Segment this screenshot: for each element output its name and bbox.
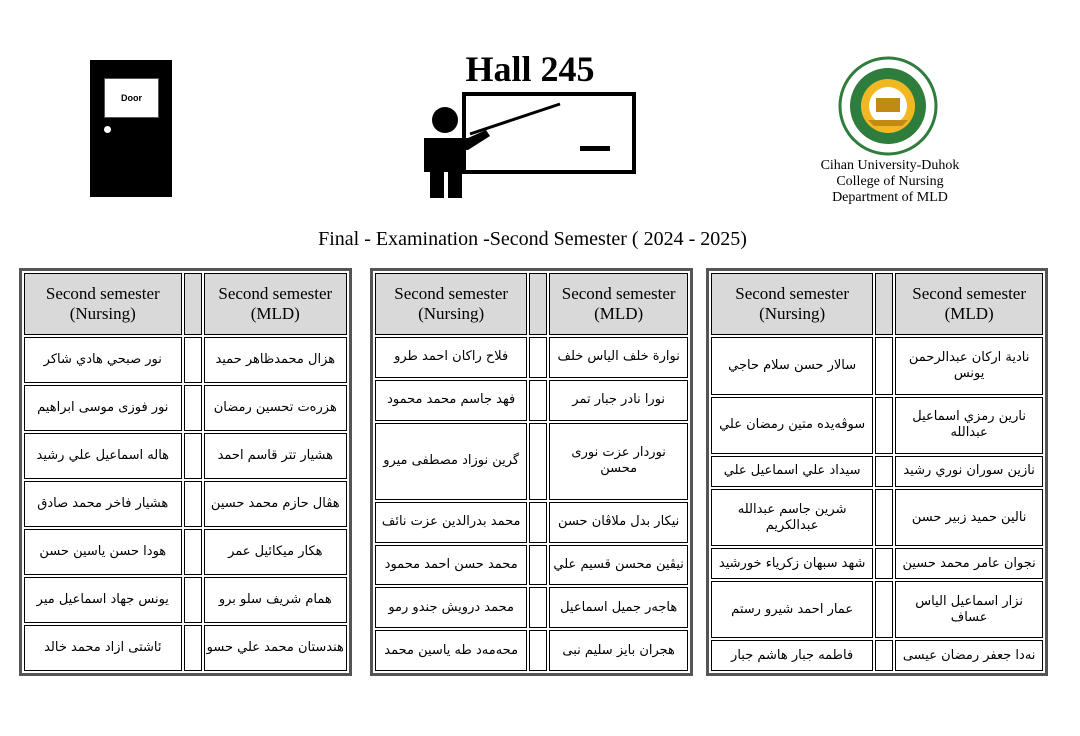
table-row: [24, 529, 347, 575]
table-row: [375, 545, 688, 586]
door-sign: Door: [104, 78, 159, 118]
nursing-student: نور صبحي هادي شاكر: [24, 337, 182, 383]
divider-cell: [529, 587, 547, 628]
nursing-student: سيداد علي اسماعيل علي: [711, 456, 873, 487]
table-row: [711, 489, 1043, 547]
divider-cell: [875, 489, 893, 547]
divider-cell: [184, 385, 202, 431]
divider-cell: [184, 337, 202, 383]
nursing-student: فهد جاسم محمد محمود: [375, 380, 527, 421]
exam-title: Final - Examination -Second Semester ( 2024 - 2025): [318, 228, 747, 250]
mld-student: هزرەت تحسين رمضان: [204, 385, 347, 431]
seating-table: [709, 271, 1045, 673]
divider-cell: [529, 545, 547, 586]
mld-student: هكار ميكائيل عمر: [204, 529, 347, 575]
divider-cell: [184, 625, 202, 671]
divider-cell: [529, 380, 547, 421]
mld-student: نوردار عزت نورى محسن: [549, 423, 688, 500]
nursing-student: سالار حسن سلام حاجي: [711, 337, 873, 395]
seating-table: [373, 271, 690, 673]
mld-student: نالين حميد زبير حسن: [895, 489, 1043, 547]
department-name: Department of MLD: [832, 190, 948, 205]
table-row: [24, 577, 347, 623]
divider-cell: [529, 502, 547, 543]
mld-header: Second semester (MLD): [549, 273, 688, 335]
nursing-student: سوڤەيدە متين رمضان علي: [711, 397, 873, 455]
table-row: [375, 380, 688, 421]
university-name: Cihan University-Duhok: [820, 158, 960, 173]
mld-student: نزار اسماعيل الياس عساف: [895, 581, 1043, 639]
divider-cell: [184, 577, 202, 623]
nursing-student: عمار احمد شيرو رستم: [711, 581, 873, 639]
divider-cell: [184, 481, 202, 527]
mld-student: نورا نادر جبار تمر: [549, 380, 688, 421]
nursing-header: Second semester (Nursing): [711, 273, 873, 335]
divider-cell: [184, 433, 202, 479]
nursing-student: گرين نوزاد مصطفى ميرو: [375, 423, 527, 500]
mld-student: همام شريف سلو برو: [204, 577, 347, 623]
mld-student: هڤال حازم محمد حسين: [204, 481, 347, 527]
nursing-header: Second semester (Nursing): [375, 273, 527, 335]
nursing-header: Second semester (Nursing): [24, 273, 182, 335]
mld-student: نەدا جعفر رمضان عيسى: [895, 640, 1043, 671]
mld-student: نيڤين محسن قسيم علي: [549, 545, 688, 586]
nursing-student: شرين جاسم عبدالله عبدالكريم: [711, 489, 873, 547]
divider-cell: [875, 640, 893, 671]
mld-student: نارين رمزي اسماعيل عبدالله: [895, 397, 1043, 455]
table-row: [711, 397, 1043, 455]
nursing-student: هودا حسن ياسين حسن: [24, 529, 182, 575]
divider-cell: [184, 529, 202, 575]
divider-cell: [529, 630, 547, 671]
divider-cell: [875, 581, 893, 639]
table-row: [24, 385, 347, 431]
mld-student: نيكار بدل ملاڤان حسن: [549, 502, 688, 543]
table-row: [711, 640, 1043, 671]
divider-cell: [875, 456, 893, 487]
seating-table: [22, 271, 349, 673]
mld-header: Second semester (MLD): [204, 273, 347, 335]
nursing-student: ئاشتى ازاد محمد خالد: [24, 625, 182, 671]
nursing-student: هشيار فاخر محمد صادق: [24, 481, 182, 527]
divider-cell: [529, 273, 547, 335]
university-info: [800, 158, 980, 206]
mld-student: هاجەر جميل اسماعيل: [549, 587, 688, 628]
mld-student: هشيار تتر قاسم احمد: [204, 433, 347, 479]
nursing-student: نور فوزى موسى ابراهيم: [24, 385, 182, 431]
mld-student: هزال محمدظاهر حميد: [204, 337, 347, 383]
door-icon: [90, 60, 172, 197]
mld-student: هجران بايز سليم نبى: [549, 630, 688, 671]
nursing-student: شهد سبهان زكرياء خورشيد: [711, 548, 873, 579]
teacher-board-icon: [410, 90, 640, 200]
table-row: [711, 581, 1043, 639]
nursing-student: فلاح راكان احمد طرو: [375, 337, 527, 378]
mld-student: نادية اركان عبدالرحمن يونس: [895, 337, 1043, 395]
seating-panel-2: [370, 268, 693, 676]
table-row: [24, 433, 347, 479]
divider-cell: [875, 397, 893, 455]
door-knob: [104, 126, 111, 133]
divider-cell: [529, 423, 547, 500]
mld-student: نجوان عامر محمد حسين: [895, 548, 1043, 579]
nursing-student: فاطمه جبار هاشم جبار: [711, 640, 873, 671]
table-row: [375, 423, 688, 500]
divider-cell: [875, 273, 893, 335]
divider-cell: [875, 337, 893, 395]
table-row: [375, 502, 688, 543]
seating-panel-1: [19, 268, 352, 676]
table-row: [711, 337, 1043, 395]
divider-cell: [184, 273, 202, 335]
table-row: [24, 481, 347, 527]
table-row: [24, 337, 347, 383]
university-logo: [838, 56, 938, 156]
nursing-student: محمد حسن احمد محمود: [375, 545, 527, 586]
nursing-student: هاله اسماعيل علي رشيد: [24, 433, 182, 479]
table-row: [375, 630, 688, 671]
nursing-student: محمد بدرالدين عزت نائف: [375, 502, 527, 543]
nursing-student: يونس جهاد اسماعيل مير: [24, 577, 182, 623]
table-row: [24, 625, 347, 671]
table-row: [375, 587, 688, 628]
divider-cell: [529, 337, 547, 378]
nursing-student: محمد درويش جندو رمو: [375, 587, 527, 628]
seating-panel-3: [706, 268, 1048, 676]
mld-header: Second semester (MLD): [895, 273, 1043, 335]
hall-title: Hall 245: [465, 49, 595, 89]
nursing-student: محەمەد طه ياسين محمد: [375, 630, 527, 671]
divider-cell: [875, 548, 893, 579]
mld-student: هندستان محمد علي حسو: [204, 625, 347, 671]
table-row: [375, 337, 688, 378]
table-row: [711, 456, 1043, 487]
mld-student: نوارة خلف الياس خلف: [549, 337, 688, 378]
college-name: College of Nursing: [836, 174, 944, 189]
table-row: [711, 548, 1043, 579]
mld-student: نازين سوران نوري رشيد: [895, 456, 1043, 487]
